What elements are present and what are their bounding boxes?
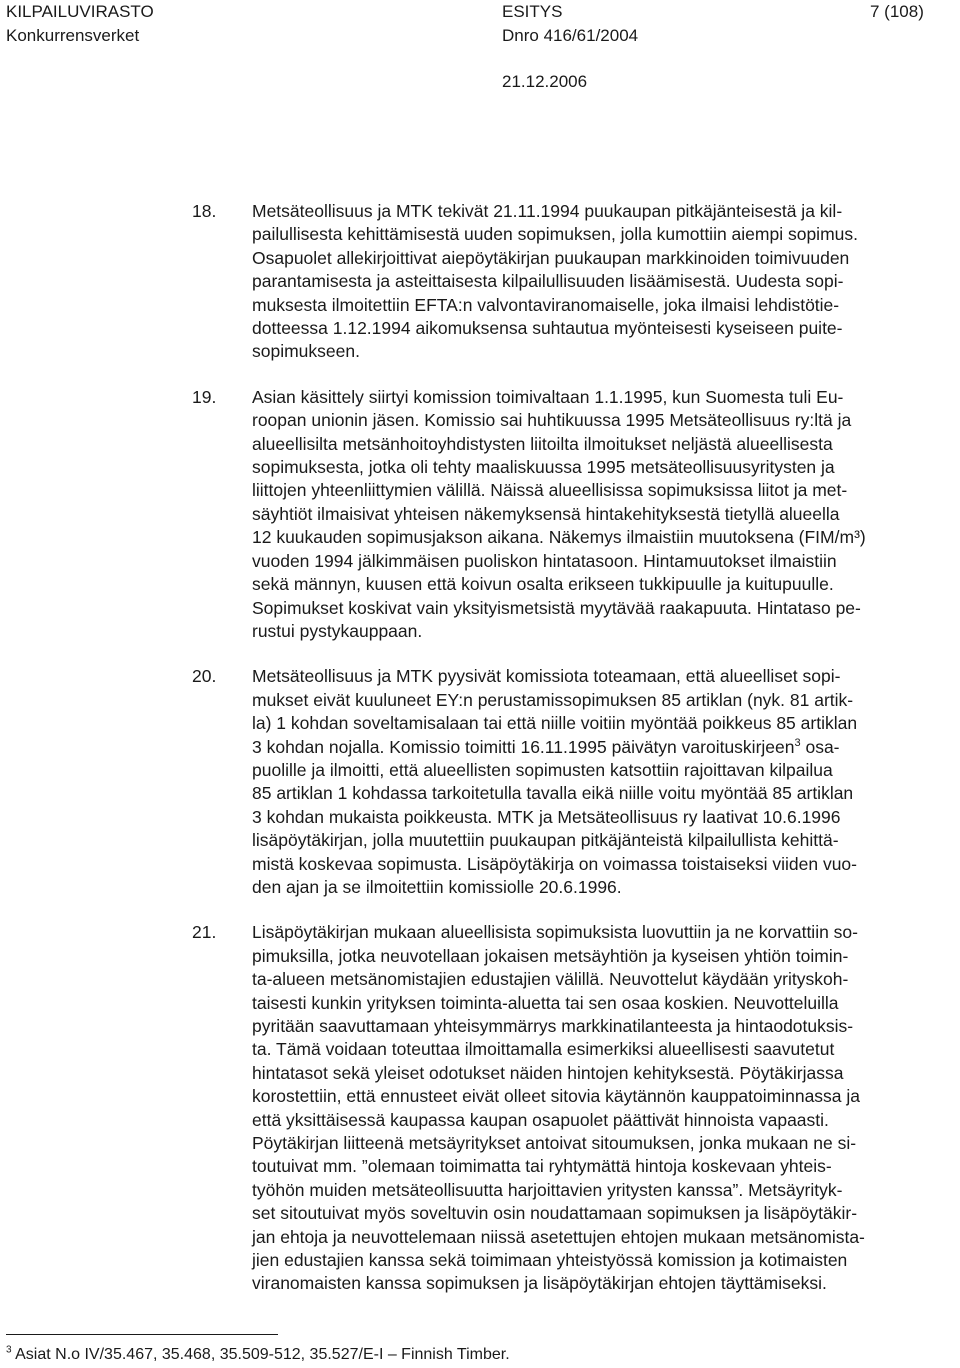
paragraph-text xyxy=(252,665,957,899)
text-line: Sopimukset koskivat vain yksityismetsistä myytävää raakapuuta. Hintataso pe- xyxy=(252,597,861,618)
text-line: sekä männyn, kuusen että koivun osalta erikseen tukkipuulle ja kuitupuulle. xyxy=(252,574,834,595)
text-line: Pöytäkirjan liitteenä metsäyritykset antoivat sitoumuksen, jonka mukaan ne si- xyxy=(252,1133,857,1154)
text-line: että yksittäisessä kaupassa kaupan osapuolet päättivät hinnoista vapaasti. xyxy=(252,1109,829,1130)
text-line: viranomaisten kanssa sopimuksen ja lisäpöytäkirjan ehtojen täyttämiseksi. xyxy=(252,1273,827,1294)
footnote-text: Asiat N.o IV/35.467, 35.468, 35.509-512, 35.527/E-I – Finnish Timber. xyxy=(11,1346,510,1363)
text-line: Lisäpöytäkirjan mukaan alueellisista sopimuksista luovuttiin ja ne korvattiin so- xyxy=(252,922,858,943)
text-line: pimuksilla, jotka neuvotellaan jokaisen metsäyhtiön ja kyseisen yhtiön toimin- xyxy=(252,945,849,966)
text-line: jan ehtoja ja neuvottelemaan niissä asetettujen ehtojen mukaan metsänomista- xyxy=(252,1226,865,1247)
document-number: Dnro 416/61/2004 xyxy=(502,26,639,45)
text-line: den ajan ja se ilmoitettiin komissiolle 20.6.1996. xyxy=(252,876,622,897)
text-line: toutuivat mm. ”olemaan toimimatta tai ryhtymättä hintoja koskevaan yhteis- xyxy=(252,1156,832,1177)
text-line: alueellisilta metsänhoitoyhdistysten liitoilta ilmoitukset neljästä alueellisesta xyxy=(252,433,833,454)
text-line-with-footnote xyxy=(252,736,957,759)
text-line: 85 artiklan 1 kohdassa tarkoitetulla tavalla eikä niille voitu myöntää 85 artiklan xyxy=(252,783,854,804)
text-line: liittojen yhteenliittymien välillä. Näissä alueellisissa sopimuksissa liitot ja met- xyxy=(252,480,848,501)
text-line: rustui pystykauppaan. xyxy=(252,620,423,641)
footnote-marker: 3 xyxy=(6,1344,12,1356)
text-line: Osapuolet allekirjoittivat aiepöytäkirjan puukaupan markkinoiden toimivuuden xyxy=(252,247,850,268)
paragraph-text xyxy=(252,921,957,1296)
paragraph-text xyxy=(252,200,957,364)
text-line: parantamisesta ja asteittaisesta kilpailullisuuden lisäämisestä. Uudesta sopi- xyxy=(252,271,844,292)
page-number: 7 (108) xyxy=(870,2,924,21)
text-line: set sitoutuivat myös soveltuvin osin noudattamaan sopimuksen ja lisäpöytäkir- xyxy=(252,1203,858,1224)
page-header xyxy=(0,2,960,94)
text-line: vuoden 1994 jälkimmäisen puoliskon hintatasoon. Hintamuutokset ilmaistiin xyxy=(252,550,837,571)
paragraph-text xyxy=(252,386,957,643)
footnote-divider xyxy=(6,1334,278,1335)
text-line: työhön muiden metsäteollisuutta harjoittavien yritysten kanssa”. Metsäyrityk- xyxy=(252,1179,843,1200)
text-line: Metsäteollisuus ja MTK tekivät 21.11.1994 puukaupan pitkäjänteisestä ja kil- xyxy=(252,201,843,221)
footnote xyxy=(6,1346,510,1364)
text-fragment: 3 kohdan nojalla. Komissio toimitti 16.11.1995 päivätyn varoituskirjeen xyxy=(252,736,795,757)
text-line: puolille ja ilmoitti, että alueellisten sopimusten katsottiin rajoittavan kilpailua xyxy=(252,759,833,780)
text-fragment: osa- xyxy=(800,736,840,757)
organization-name: KILPAILUVIRASTO xyxy=(6,2,154,21)
text-line: sopimukseen. xyxy=(252,341,360,362)
paragraph-19 xyxy=(0,386,960,643)
organization-name-swedish: Konkurrensverket xyxy=(6,26,140,45)
text-line: jien edustajien kanssa sekä toimimaan yhteistyössä komission ja kotimaisten xyxy=(252,1250,848,1271)
paragraph-number: 19. xyxy=(192,386,217,407)
text-line: korostettiin, että ennusteet eivät olleet sitovia käytännön kauppatoiminnassa ja xyxy=(252,1086,861,1107)
paragraph-number: 20. xyxy=(192,666,217,687)
text-line: taisesti kunkin yrityksen toiminta-aluetta tai sen osaa koskien. Neuvotteluilla xyxy=(252,992,839,1013)
text-line: Asian käsittely siirtyi komission toimivaltaan 1.1.1995, kun Suomesta tuli Eu- xyxy=(252,386,844,407)
paragraph-number: 18. xyxy=(192,201,217,221)
text-line: la) 1 kohdan soveltamisalaan tai että niille voitiin myöntää poikkeus 85 artiklan xyxy=(252,713,858,734)
text-line: muksesta ilmoitettiin EFTA:n valvontaviranomaiselle, joka ilmaisi lehdistötie- xyxy=(252,294,840,315)
text-line: pyritään saavuttamaan yhteisymmärrys markkinatilanteesta ja hintaodotuksis- xyxy=(252,1016,854,1036)
footnote-reference[interactable]: 3 xyxy=(794,736,801,749)
text-line: säyhtiöt ilmaisivat yhteisen näkemyksensä hintakehityksestä tietyllä alueella xyxy=(252,503,840,524)
document-type: ESITYS xyxy=(502,2,563,21)
paragraph-number: 21. xyxy=(192,922,217,943)
text-line: hintatasot sekä yleiset odotukset näiden hintojen kehityksestä. Pöytäkirjassa xyxy=(252,1062,844,1083)
text-line: sopimuksesta, jotka oli tehty maaliskuussa 1995 metsäteollisuusyritysten ja xyxy=(252,457,835,478)
text-line: roopan unionin jäsen. Komissio sai huhtikuussa 1995 Metsäteollisuus ry:ltä ja xyxy=(252,410,852,431)
text-line: mukset eivät kuuluneet EY:n perustamissopimuksen 85 artiklan (nyk. 81 artik- xyxy=(252,689,854,710)
text-line: Metsäteollisuus ja MTK pyysivät komissiota toteamaan, että alueelliset sopi- xyxy=(252,666,841,687)
text-line: dotteessa 1.12.1994 aikomuksensa suhtautua myönteisesti kyseiseen puite- xyxy=(252,318,843,339)
paragraph-20 xyxy=(0,665,960,899)
numbered-paragraphs xyxy=(0,200,960,1318)
text-line: pailullisesta kehittämisestä uuden sopimuksen, jolla kumottiin aiempi sopimus. xyxy=(252,224,858,245)
text-line: ta. Tämä voidaan toteuttaa ilmoittamalla esimerkiksi alueellisesti saavutetut xyxy=(252,1039,835,1060)
document-date: 21.12.2006 xyxy=(502,72,588,91)
paragraph-18 xyxy=(0,200,960,364)
paragraph-21 xyxy=(0,921,960,1296)
text-line: ta-alueen metsänomistajien edustajien välillä. Neuvottelut käydään yrityskoh- xyxy=(252,969,849,990)
text-line: 3 kohdan mukaista poikkeusta. MTK ja Metsäteollisuus ry laativat 10.6.1996 xyxy=(252,806,841,827)
text-line: 12 kuukauden sopimusjakson aikana. Näkemys ilmaistiin muutoksena (FIM/m³) xyxy=(252,527,866,548)
text-line: mistä koskevaa sopimusta. Lisäpöytäkirja on voimassa toistaiseksi viiden vuo- xyxy=(252,853,857,874)
text-line: lisäpöytäkirjan, jolla muutettiin puukaupan pitkäjänteistä kilpailullista kehittä- xyxy=(252,830,839,851)
